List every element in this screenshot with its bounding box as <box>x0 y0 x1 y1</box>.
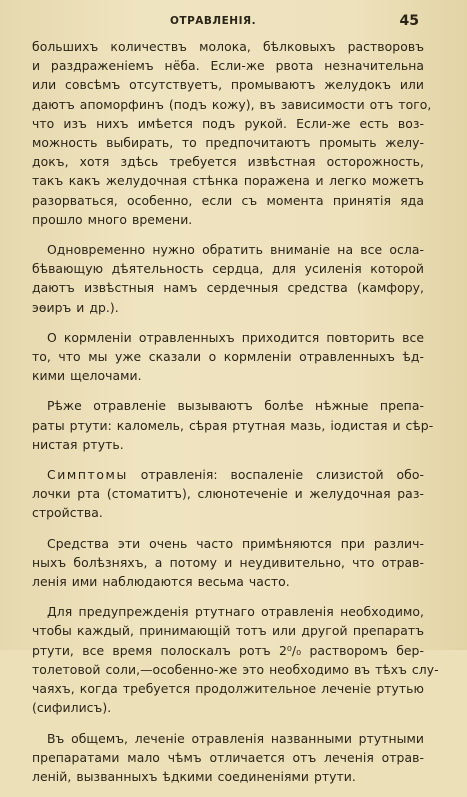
text-line: препаратами мало чѣмъ отличается отъ леченія отрав- <box>32 749 424 765</box>
text-line: такъ какъ желудочная стѣнка поражена и легко можетъ <box>32 173 424 189</box>
text-line: лочки рта (стоматитъ), слюнотеченіе и желудочная раз- <box>32 486 424 502</box>
line-text: отравленія: воспаленіе слизистой обо- <box>127 467 424 483</box>
text-line: стройства. <box>32 505 103 521</box>
text-line: толетовой соли,—особенно-же это необходимо въ тѣхъ слу- <box>32 661 439 677</box>
text-line: кими щелочами. <box>32 368 142 384</box>
text-line: что изъ нихъ имѣется подъ рукой. Если-же есть воз- <box>32 115 424 131</box>
text-line: то, что мы уже сказали о кормленіи отравленныхъ ѣд- <box>32 349 424 365</box>
page-number: 45 <box>399 13 419 29</box>
text-line: и раздраженіемъ нёба. Если-же рвота незначительна <box>32 58 424 74</box>
text-line: бѣвающую дѣятельность сердца, для усиленія которой <box>32 261 424 277</box>
text-line: докъ, хотя здѣсь требуется извѣстная осторожность, <box>32 154 424 170</box>
paragraph <box>32 396 434 454</box>
text-line: Одновременно нужно обратить вниманіе на все осла- <box>47 242 424 258</box>
text-line: ныхъ болѣзняхъ, а потому и неудивительно, что отрав- <box>32 554 424 570</box>
text-line: Въ общемъ, леченіе отравленія названными ртутными <box>47 730 424 746</box>
text-line: чтобы каждый, принимающій тотъ или другой препаратъ <box>32 623 424 639</box>
paragraph <box>32 465 424 523</box>
page-header <box>0 13 467 33</box>
text-line: О кормленіи отравленныхъ приходится повторить все <box>47 329 424 345</box>
text-line: можность выбирать, то предпочитаютъ промыть желу- <box>32 135 424 151</box>
text-line: (сифилисъ). <box>32 700 112 716</box>
paragraph <box>32 602 439 717</box>
text-line: Средства эти очень часто примѣняются при различ- <box>47 535 424 551</box>
text-line: даютъ апоморфинъ (подъ кожу), въ зависимости отъ того, <box>32 96 432 112</box>
paragraph <box>32 729 424 787</box>
text-line: ленія ими наблюдаются весьма часто. <box>32 574 290 590</box>
body-text <box>32 37 439 797</box>
text-line: чаяхъ, когда требуется продолжительное леченіе ртутью <box>32 681 424 697</box>
text-line: или совсѣмъ отсутствуетъ, промываютъ желудокъ или <box>32 77 424 93</box>
text-line: Для предупрежденія ртутнаго отравленія необходимо, <box>47 604 424 620</box>
paragraph <box>32 328 424 386</box>
text-line: даютъ извѣстныя намъ сердечныя средства (камфору, <box>32 280 424 296</box>
text-line: раты ртути: каломель, сѣрая ртутная мазь, іодистая и сѣр- <box>32 417 434 433</box>
paragraph <box>32 534 424 592</box>
text-line: нистая ртуть. <box>32 436 124 452</box>
text-line <box>32 465 424 484</box>
text-line: ртути, все время полоскалъ ротъ 2⁰/₀ растворомъ бер- <box>32 642 424 658</box>
text-line: большихъ количествъ молока, бѣлковыхъ растворовъ <box>32 39 424 54</box>
running-title: ОТРАВЛЕНІЯ. <box>170 15 257 27</box>
text-line: леній, вызванныхъ ѣдкими соединеніями ртути. <box>32 768 356 784</box>
text-line: прошло много времени. <box>32 211 193 227</box>
spaced-lead-word: Симптомы <box>47 467 128 483</box>
text-line: Рѣже отравленіе вызываютъ болѣе нѣжные препа- <box>47 398 424 414</box>
paragraph <box>32 240 424 317</box>
text-line: эѳиръ и др.). <box>32 299 119 315</box>
text-line: разорваться, особенно, если съ момента принятія яда <box>32 192 424 208</box>
paragraph <box>32 37 432 229</box>
